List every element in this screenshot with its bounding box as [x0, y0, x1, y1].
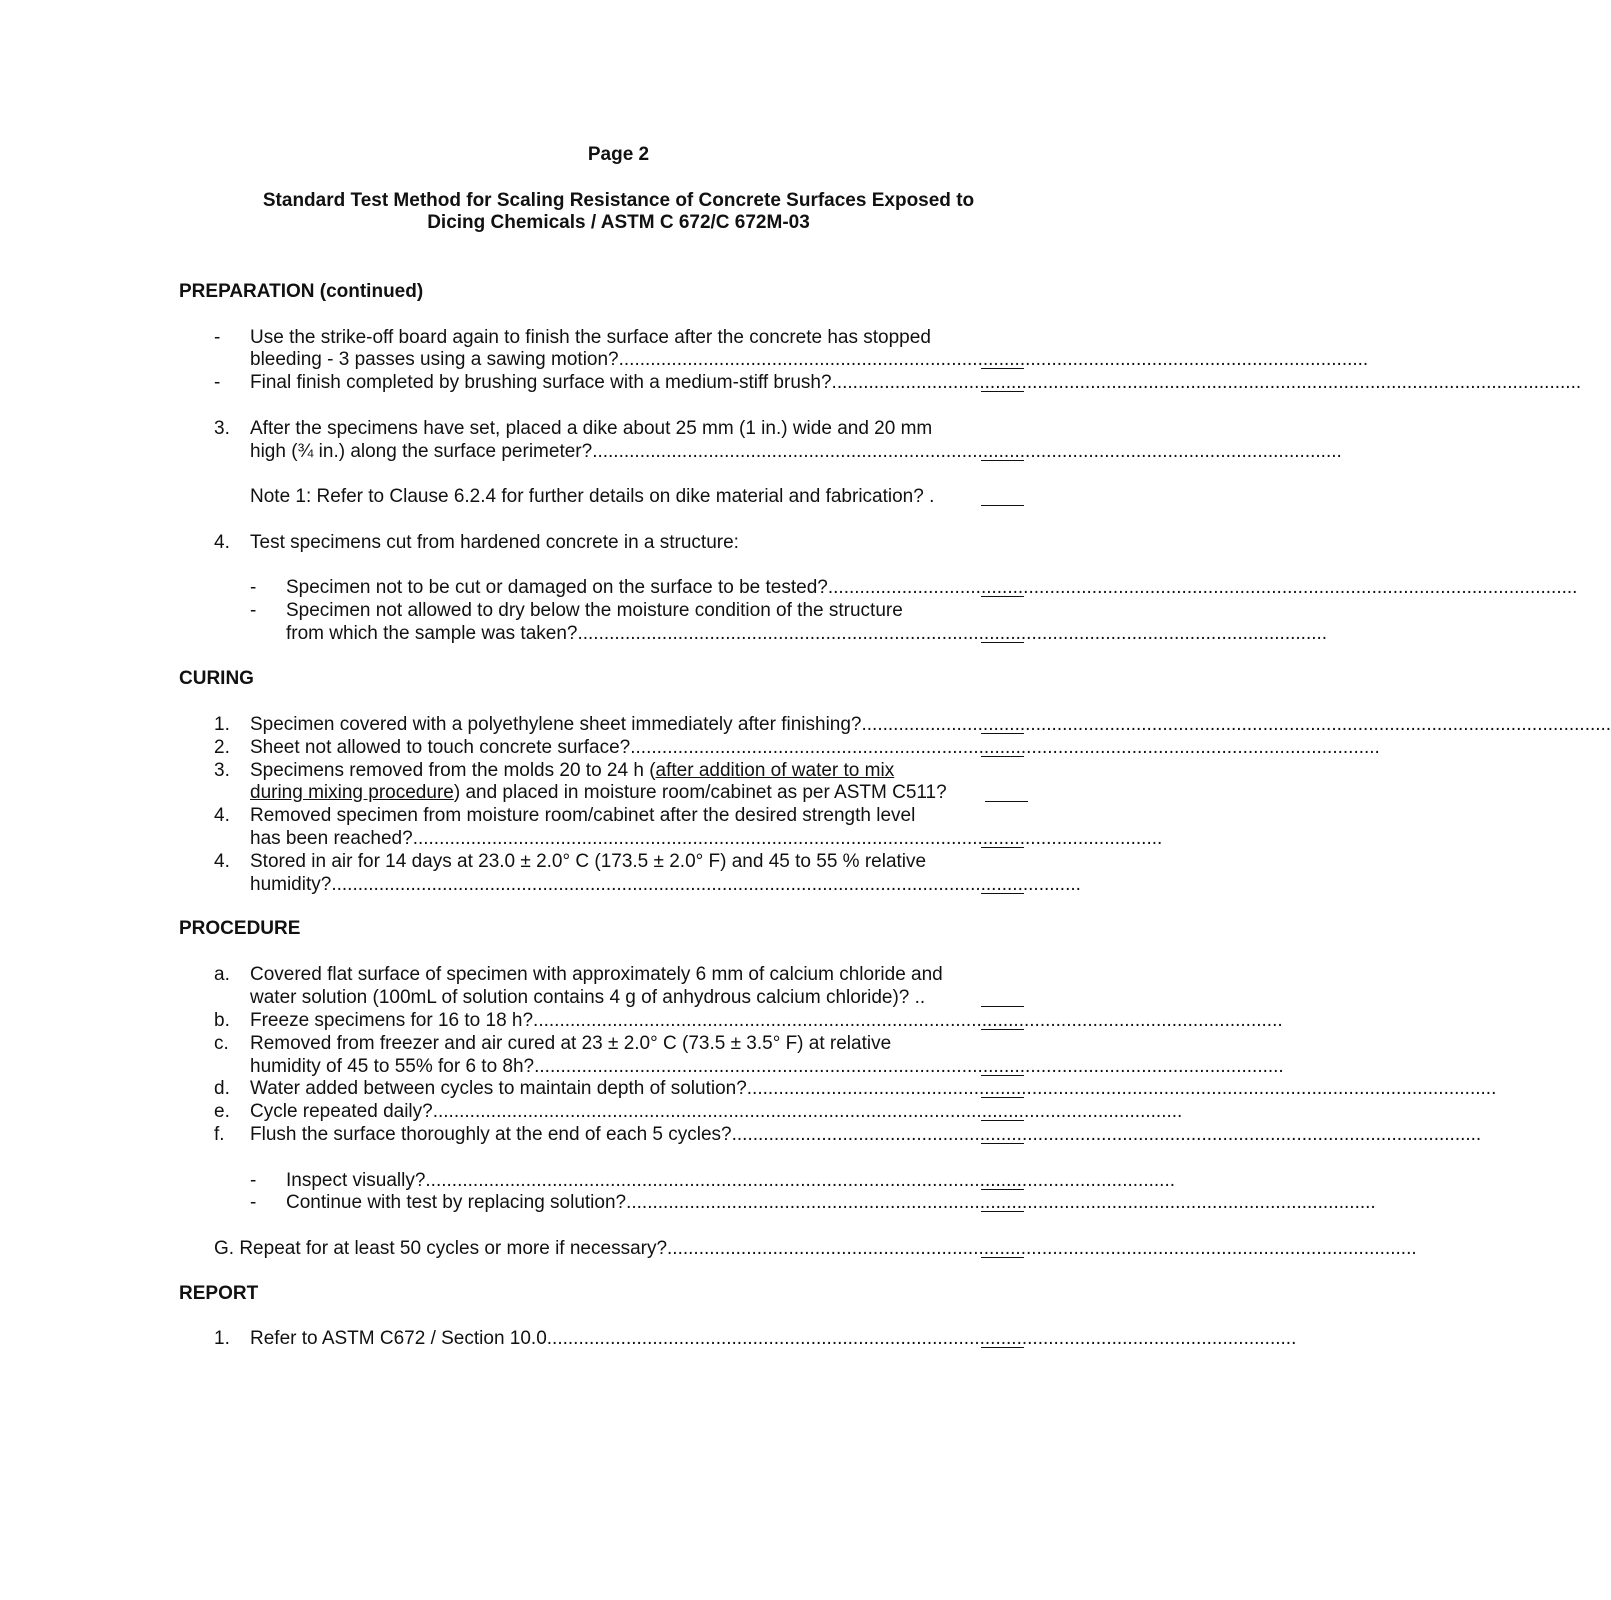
item-number: 2. — [214, 737, 230, 758]
checkbox-blank[interactable] — [981, 1075, 1024, 1076]
checkbox-blank[interactable] — [981, 733, 1024, 734]
dot-leader: .............................................................................................................................................. — [827, 577, 1578, 598]
item-text: Cycle repeated daily? .............................................................................................................................................. — [250, 1101, 1183, 1122]
item-text: from which the sample was taken? .............................................................................................................................................. — [286, 623, 1328, 644]
item-text: Sheet not allowed to touch concrete surface? .............................................................................................................................................. — [250, 737, 1380, 758]
item-number: 1. — [214, 714, 230, 735]
item-text: Specimen not to be cut or damaged on the surface to be tested? .............................................................................................................................................. — [286, 577, 1578, 598]
dot-leader: .............................................................................................................................................. — [533, 1010, 1283, 1031]
item-text: has been reached? .............................................................................................................................................. — [250, 828, 1163, 849]
checkbox-blank[interactable] — [981, 642, 1024, 643]
dot-leader: .............................................................................................................................................. — [331, 874, 1081, 895]
item-text: Stored in air for 14 days at 23.0 ± 2.0° C (173.5 ± 2.0° F) and 45 to 55 % relative — [250, 851, 927, 872]
checkbox-blank[interactable] — [981, 596, 1024, 597]
dot-leader: .............................................................................................................................................. — [626, 1192, 1376, 1213]
checkbox-blank[interactable] — [981, 1347, 1024, 1348]
dot-leader: .............................................................................................................................................. — [618, 349, 1369, 370]
dot-leader: .............................................................................................................................................. — [731, 1124, 1482, 1145]
checkbox-blank[interactable] — [981, 1120, 1024, 1121]
checkbox-blank[interactable] — [981, 847, 1024, 848]
checkbox-blank[interactable] — [981, 368, 1024, 369]
item-text: Test specimens cut from hardened concrete in a structure: — [250, 532, 739, 553]
section-heading-preparation: PREPARATION (continued) — [179, 281, 424, 302]
checkbox-blank[interactable] — [981, 1006, 1024, 1007]
item-text: water solution (100mL of solution contains 4 g of anhydrous calcium chloride)? .. — [250, 987, 926, 1008]
item-text: Final finish completed by brushing surface with a medium-stiff brush? .............................................................................................................................................. — [250, 372, 1582, 393]
section-heading-report: REPORT — [179, 1283, 259, 1304]
item-text: Specimen covered with a polyethylene sheet immediately after finishing? .............................................................................................................................................. — [250, 714, 1611, 735]
item-text: during mixing procedure) and placed in moisture room/cabinet as per ASTM C511? — [250, 782, 947, 803]
item-number: 4. — [214, 805, 230, 826]
underlined-text: after addition of water to mix — [655, 760, 895, 781]
checkbox-blank[interactable] — [981, 1097, 1024, 1098]
item-text: Flush the surface thoroughly at the end of each 5 cycles? .............................................................................................................................................. — [250, 1124, 1482, 1145]
dot-leader: .............................................................................................................................................. — [861, 714, 1611, 735]
item-text: bleeding - 3 passes using a sawing motion? .............................................................................................................................................. — [250, 349, 1369, 370]
item-letter: a. — [214, 964, 230, 985]
item-text: Specimens removed from the molds 20 to 24 h (after addition of water to mix — [250, 760, 895, 781]
checkbox-blank[interactable] — [981, 1029, 1024, 1030]
checkbox-blank[interactable] — [981, 460, 1024, 461]
dot-leader: .............................................................................................................................................. — [432, 1101, 1183, 1122]
document-title-line-2: Dicing Chemicals / ASTM C 672/C 672M-03 — [427, 212, 810, 233]
item-number: 3. — [214, 418, 230, 439]
section-heading-curing: CURING — [179, 668, 254, 689]
page-number: Page 2 — [587, 144, 650, 165]
underlined-text: during mixing procedure — [250, 782, 454, 803]
dot-leader: .............................................................................................................................................. — [577, 623, 1328, 644]
bullet-marker: - — [250, 577, 257, 598]
checkbox-blank[interactable] — [981, 505, 1024, 506]
checkbox-blank[interactable] — [981, 893, 1024, 894]
section-heading-procedure: PROCEDURE — [179, 918, 301, 939]
item-text: Specimen not allowed to dry below the moisture condition of the structure — [286, 600, 903, 621]
item-text: Continue with test by replacing solution? .............................................................................................................................................. — [286, 1192, 1376, 1213]
item-text: Inspect visually? .............................................................................................................................................. — [286, 1170, 1175, 1191]
bullet-marker: - — [250, 1170, 257, 1191]
item-text: humidity of 45 to 55% for 6 to 8h? .............................................................................................................................................. — [250, 1056, 1284, 1077]
item-text: After the specimens have set, placed a dike about 25 mm (1 in.) wide and 20 mm — [250, 418, 933, 439]
item-text: high (¾ in.) along the surface perimeter? .............................................................................................................................................. — [250, 441, 1342, 462]
item-number: 4. — [214, 532, 230, 553]
checkbox-blank[interactable] — [981, 1143, 1024, 1144]
dot-leader: .............................................................................................................................................. — [534, 1056, 1284, 1077]
item-text: Freeze specimens for 16 to 18 h? .............................................................................................................................................. — [250, 1010, 1283, 1031]
document-title-line-1: Standard Test Method for Scaling Resistance of Concrete Surfaces Exposed to — [262, 190, 975, 211]
item-text: G. Repeat for at least 50 cycles or more if necessary? .............................................................................................................................................. — [214, 1238, 1417, 1259]
bullet-marker: - — [250, 600, 257, 621]
item-letter: d. — [214, 1078, 230, 1099]
item-letter: b. — [214, 1010, 230, 1031]
bullet-marker: - — [214, 327, 221, 348]
item-number: 3. — [214, 760, 230, 781]
item-letter: e. — [214, 1101, 230, 1122]
checkbox-blank[interactable] — [981, 1189, 1024, 1190]
item-number: 1. — [214, 1328, 230, 1349]
dot-leader: .............................................................................................................................................. — [630, 737, 1380, 758]
dot-leader: .............................................................................................................................................. — [592, 441, 1342, 462]
note-text: Note 1: Refer to Clause 6.2.4 for further details on dike material and fabrication? . — [250, 486, 935, 507]
item-text: humidity? .............................................................................................................................................. — [250, 874, 1081, 895]
checkbox-blank[interactable] — [981, 756, 1024, 757]
dot-leader: .............................................................................................................................................. — [667, 1238, 1417, 1259]
checkbox-blank[interactable] — [981, 1211, 1024, 1212]
item-text: Use the strike-off board again to finish the surface after the concrete has stopped — [250, 327, 931, 348]
item-text: Water added between cycles to maintain depth of solution? .............................................................................................................................................. — [250, 1078, 1497, 1099]
dot-leader: .............................................................................................................................................. — [746, 1078, 1497, 1099]
item-text: Removed specimen from moisture room/cabinet after the desired strength level — [250, 805, 916, 826]
item-number: 4. — [214, 851, 230, 872]
dot-leader: .............................................................................................................................................. — [425, 1170, 1175, 1191]
bullet-marker: - — [250, 1192, 257, 1213]
item-letter: c. — [214, 1033, 229, 1054]
bullet-marker: - — [214, 372, 221, 393]
item-text: Covered flat surface of specimen with approximately 6 mm of calcium chloride and — [250, 964, 943, 985]
item-text: Refer to ASTM C672 / Section 10.0 .............................................................................................................................................. — [250, 1328, 1297, 1349]
item-text: Removed from freezer and air cured at 23 ± 2.0° C (73.5 ± 3.5° F) at relative — [250, 1033, 892, 1054]
dot-leader: .............................................................................................................................................. — [546, 1328, 1297, 1349]
checkbox-blank[interactable] — [981, 1257, 1024, 1258]
dot-leader: .............................................................................................................................................. — [831, 372, 1582, 393]
item-letter: f. — [214, 1124, 225, 1145]
dot-leader: .............................................................................................................................................. — [412, 828, 1163, 849]
checkbox-blank[interactable] — [985, 801, 1028, 802]
checkbox-blank[interactable] — [981, 391, 1024, 392]
